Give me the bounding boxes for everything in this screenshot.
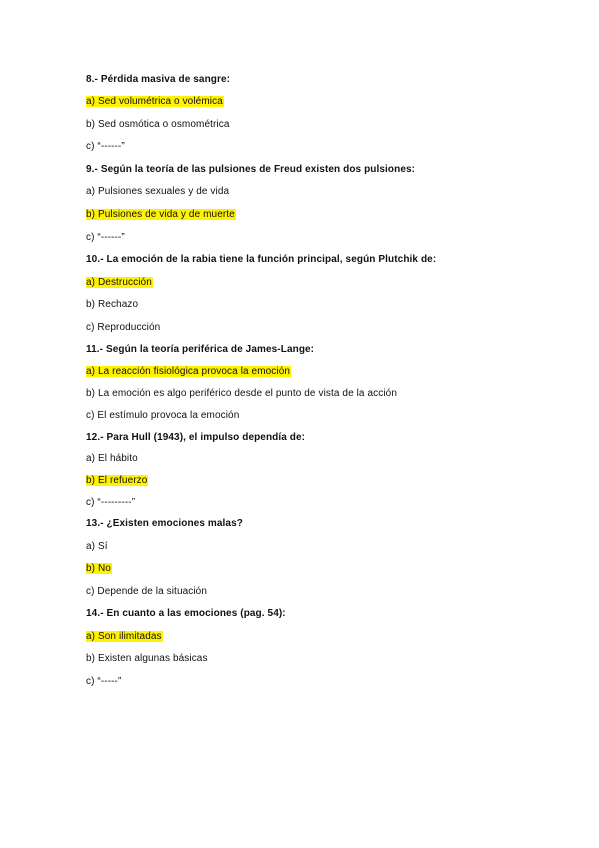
answer-12b: b) El refuerzo [86, 475, 148, 486]
answer-13b: b) No [86, 563, 111, 574]
question-8: 8.- Pérdida masiva de sangre: [86, 74, 231, 85]
answer-13c: c) Depende de la situación [86, 586, 208, 597]
answer-10c: c) Reproducción [86, 322, 161, 333]
question-13: 13.- ¿Existen emociones malas? [86, 518, 243, 529]
answer-9c: c) “------” [86, 232, 125, 243]
answer-13a: a) Sí [86, 541, 108, 552]
answer-10b: b) Rechazo [86, 299, 139, 310]
question-14: 14.- En cuanto a las emociones (pag. 54): [86, 608, 286, 619]
answer-11c: c) El estímulo provoca la emoción [86, 410, 240, 421]
answer-8b: b) Sed osmótica o osmométrica [86, 119, 230, 130]
answer-14c: c) “-----” [86, 676, 122, 687]
answer-8a: a) Sed volumétrica o volémica [86, 96, 223, 107]
answer-9b: b) Pulsiones de vida y de muerte [86, 209, 235, 220]
answer-14a: a) Son ilimitadas [86, 631, 162, 642]
answer-14b: b) Existen algunas básicas [86, 653, 208, 664]
question-12: 12.- Para Hull (1943), el impulso dependía de: [86, 432, 306, 443]
question-10: 10.- La emoción de la rabia tiene la función principal, según Plutchik de: [86, 254, 437, 265]
question-11: 11.- Según la teoría periférica de James-Lange: [86, 344, 315, 355]
answer-12a: a) El hábito [86, 453, 138, 464]
answer-10a: a) Destrucción [86, 277, 152, 288]
answer-8c: c) “------” [86, 141, 125, 152]
answer-11a: a) La reacción fisiológica provoca la emoción [86, 366, 291, 377]
answer-11b: b) La emoción es algo periférico desde el punto de vista de la acción [86, 388, 397, 399]
question-9: 9.- Según la teoría de las pulsiones de Freud existen dos pulsiones: [86, 164, 416, 175]
answer-12c: c) “---------” [86, 497, 136, 508]
answer-9a: a) Pulsiones sexuales y de vida [86, 186, 230, 197]
